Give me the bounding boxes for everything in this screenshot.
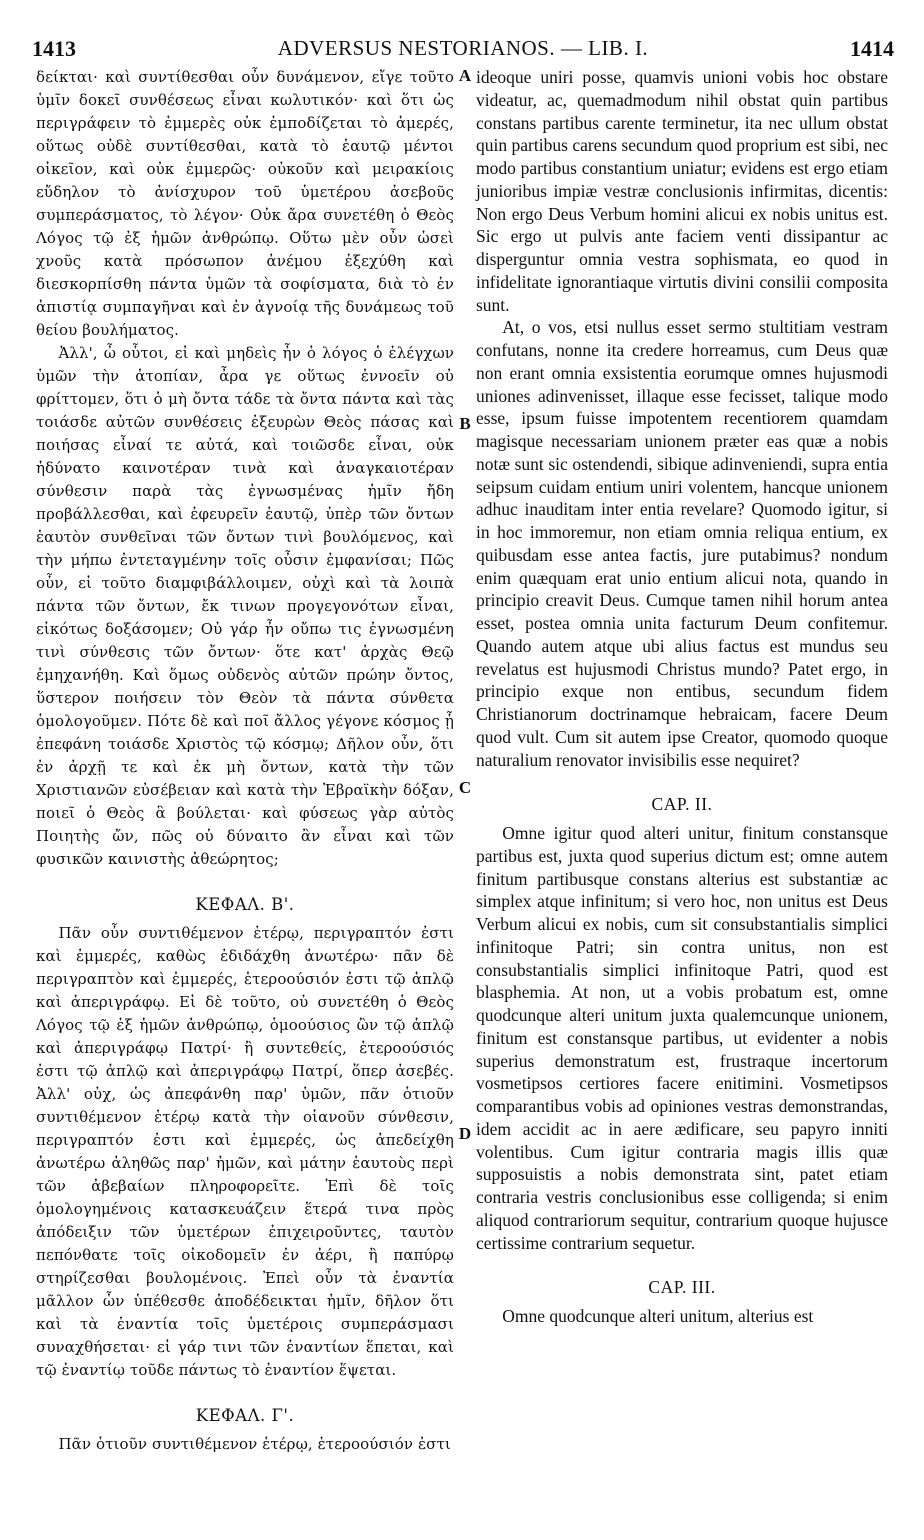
latin-paragraph: Omne quodcunque alteri unitum, alterius est [502,1306,814,1326]
right-page-number: 1414 [850,36,894,61]
section-marker-d: D [458,1124,472,1143]
left-page-number: 1413 [32,36,76,61]
greek-paragraph: Πᾶν οὖν συντιθέμενον ἑτέρῳ, περιγραπτόν ἐστι καὶ ἐμμερές, καθὼς ἐδιδάχθη ἀνωτέρω· πᾶν δὲ περιγραπτὸν καὶ ἐμμερές, ἑτεροούσιόν ἐστι τῷ ἁπλῷ καὶ ἀπεριγράφῳ. Εἰ δὲ τοῦτο, οὐ συνετέθη ὁ Θεὸς Λόγος τῷ ἐξ ἡμῶν ἀνθρώπῳ, ὁμοούσιος ὢν τῷ ἁπλῷ καὶ ἀπεριγράφῳ Πατρί· ἢ συντεθείς, ἑτεροούσιός ἐστι τῷ ἁπλῷ καὶ ἀπεριγράφῳ Πατρί, ὅπερ ἀσεβές. Ἀλλ' οὐχ, ὡς ἀπεφάνθη παρ' ὑμῶν, πᾶν ὁτιοῦν συντιθέμενον ἑτέρῳ κατὰ τὴν οἱανοῦν σύνθεσιν, περιγραπτόν ἐστι καὶ ἐμμερές, ὡς ἀπεδείχθη ἀνωτέρω ἀληθῶς παρ' ἡμῶν, καὶ μάτην ἑαυτοὺς περὶ τῶν ἀβεβαίων πληροφορεῖτε. Ἐπὶ δὲ τοῖς ὁμολογημένοις κατασκευάζειν ἕτερά τινα πρὸς ἀπόδειξιν τῶν ὑμετέρων ἐπιχειροῦντες, ταυτὸν πεπόνθατε τοῖς οἰκοδομεῖν ἐν ἀέρι, ἢ παπύρῳ στηρίζεσθαι βουλομένοις. Ἐπεὶ οὖν τὰ ἐναντία μᾶλλον ὧν ὑπέθεσθε ἀποδέδεικται ἡμῖν, δῆλον ὅτι καὶ τὰ ἐναντία τοῖς ὑμετέροις συμπεράσμασι συναχθήσεται· εἰ γάρ τινι τῶν ἐναντίων ἕπεται, καὶ τῷ ἐναντίῳ τοῦδε πάντως τὸ ἐναντίον ἕψεται. [36,924,454,1379]
latin-paragraph: At, o vos, etsi nullus esset sermo stultitiam vestram confutans, nonne ita credere horreamus, cum Deus quæ non erant omnia exsistentia eorumque omnes hujusmodi uniones adinvenisset, illaque esse fecisset, talique modo esse, ipsum fuisse impotentem recentiorem quamdam magisque necessariam unionem præter eas quæ a nobis notæ sunt sic ostendendi, sibique adinveniendi, supra entia seipsum cuidam entium uniri volentem, hancque unionem adhuc inauditam inter entia revelare? Quomodo igitur, si in hoc immoremur, non etiam omnia reliqua entium, ex quibusdam esse antea factis, jure putabimus? nondum enim quæquam erat unio entium alicui nota, quando in principio creavit Deus. Cumque tamen nihil horum antea esset, postea omnia unita facturum Deum confitemur. Quando autem atque ubi alius factus est mundus seu revelatus est hujusmodi Christus mundo? Patet ergo, in principio exque non entibus, secundum fidem Christianorum doctrinamque hebraicam, facere Deum quod vult. Cum sit autem ipse Creator, quomodo quoque naturalium renovator invisibilis esse nequiret? [476,317,888,770]
section-marker-a: A [458,66,472,85]
latin-paragraph: Omne igitur quod alteri unitur, finitum constansque partibus est, juxta quod superius dictum est; omne autem finitum partibusque constans alterius est substantiæ ac simplex atque infinitum; si vero hoc, non unitus est Deus Verbum alicui ex nobis, cum sit consubstantialis simplici infinitoque Patri; sin contra unitus, non est consubstantialis simplici infinitoque Patri, quod est blasphemia. At non, ut a vobis probatum est, omne quodcunque alteri unitum juxta qualemcunque unionem, finitum est constansque partibus, ut evidenter a nobis superius demonstratum est, frustraque incertorum vosmetipsos certiores facere enitimini. Vosmetipsos comparantibus vobis ad opiniones vestras demonstrandas, idem accidit ac in aere ædificare, seu papyro inniti volentibus. Cum igitur contraria magis illis quæ supposuistis a nobis demonstrata sint, patet etiam contraria vestris conclusionibus esse colligenda; si enim aliquod contrariorum sequitur, contrarium quoque hujusce certissime contrarium sequetur. [476,823,888,1253]
greek-paragraph: Ἀλλ', ὦ οὗτοι, εἰ καὶ μηδεὶς ἦν ὁ λόγος ὁ ἐλέγχων ὑμῶν τὴν ἀτοπίαν, ἆρα γε οὕτως ἐννοεῖν οὐ φρίττομεν, ὅτι ὁ μὴ ὄντα τάδε τὰ ὄντα πάντα καὶ τὰς τοιάσδε αὐτῶν συνθέσεις ἐξευρὼν Θεὸς πάσας καὶ ποιήσας εἶναί τε αὐτά, καὶ τοιῶσδε εἶναι, οὐκ ἠδύνατο καινοτέραν τινὰ καὶ ἀναγκαιοτέραν σύνθεσιν παρὰ τὰς ἐγνωσμένας ἡμῖν ἤδη προβάλλεσθαι, καὶ ἐφευρεῖν ἑαυτῷ, ὑπὲρ τῶν ὄντων ἑαυτὸν συνθεῖναι τῶν ὄντων τινὶ βουλόμενος, καὶ τὴν μήπω ἐντεταγμένην τοῖς οὖσιν ἐμφανίσαι; Πῶς οὖν, εἰ τοῦτο διαμφιβάλλοιμεν, οὐχὶ καὶ τὰ λοιπὰ πάντα τῶν ὄντων, ἔκ τινων προγεγονότων εἶναι, εἰκότως δοξάσομεν; Οὐ γάρ ἦν οὔπω τις ἐγνωσμένη τινὶ σύνθεσις τῶν ὄντων· ὅτε κατ' ἀρχὰς Θεῷ ἐμηχανήθη. Καὶ ὅμως οὐδενὸς αὐτῶν πρώην ὄντος, ὕστερον ποιήσειν τὸν Θεὸν τὰ πάντα σύνθετα ὁμολογοῦμεν. Πότε δὲ καὶ ποῖ ἄλλος γέγονε κόσμος ᾗ ἐπεφάνη τοιάσδε Χριστὸς τῷ κόσμῳ; Δῆλον οὖν, ὅτι ἐν ἀρχῇ τε καὶ ἐκ μὴ ὄντων, κατὰ τὴν τῶν Χριστιανῶν εὐσέβειαν καὶ κατὰ τὴν Ἑβραϊκὴν δόξαν, ποιεῖ ὁ Θεὸς ἃ βούλεται· καὶ φύσεως γὰρ αὐτὸς Ποιητὴς ὤν, πῶς οὐ δύναιτο ἂν εἶναι καὶ τῶν φυσικῶν καινιστὴς ἀθεώρητος; [36,344,454,868]
greek-paragraph: δείκται· καὶ συντίθεσθαι οὖν δυνάμενον, εἴγε τοῦτο ὑμῖν δοκεῖ συνθέσεως εἶναι κωλυτικόν· καὶ ὅτι ὡς περιγράφειν τὸ ἐμμερὲς οὐκ ἐμποδίζεται τὸ ἀμερές, οὕτως οὐδὲ συντίθεσθαι, κατὰ τὸ ἑαυτῷ μέντοι οἰκεῖον, καὶ οὐκ ἐμμερῶς· οὐκοῦν καὶ μειρακίοις εὔδηλον τὸ ἀνίσχυρον τοῦ ὑμετέρου ἀσεβοῦς συμπεράσματος, τὸ λέγον· Οὐκ ἄρα συνετέθη ὁ Θεὸς Λόγος τῷ ἐξ ἡμῶν ἀνθρώπῳ. Οὕτω μὲν οὖν ὡσεὶ χνοῦς κατὰ πρόσωπον ἀνέμου ἐξεχύθη καὶ διεσκορπίσθη πάντα ὑμῶν τὰ σοφίσματα, διὰ τὸ ἐν ἀπιστίᾳ συμπαγῆναι καὶ ἐν ἀγνοίᾳ τῆς δυνάμεως τοῦ θείου βουλήματος. [36,68,454,339]
greek-chapter-heading: ΚΕΦΑΛ. Γ'. [195,1406,295,1425]
running-title: ADVERSUS NESTORIANOS. — LIB. I. [277,36,649,60]
greek-chapter-heading: ΚΕΦΑΛ. Β'. [195,895,295,914]
greek-column [36,66,454,1456]
latin-paragraph: ideoque uniri posse, quamvis unioni vobis hoc obstare videatur, ac, quemadmodum nihil obstat quin partibus constans partibus carente terminetur, ita nec ullum obstat quin partibus carens secundum quod proprium est sibi, nec modo partibus constantium uniatur; evidens est ergo etiam junioribus impiæ vestræ conclusionis infirmitas, dicentis: Non ergo Deus Verbum homini alicui ex nobis unitus est. Sic ergo ut pulvis ante faciem venti dissipantur ac disperguntur omnia vestra sophismata, eo quod in infidelitate ignorantiaque virtutis divini consilii composita sunt. [476,67,888,315]
section-marker-c: C [458,778,472,797]
latin-chapter-heading: CAP. II. [651,794,713,815]
running-header [32,36,894,66]
latin-chapter-heading: CAP. III. [648,1277,716,1298]
greek-paragraph: Πᾶν ὁτιοῦν συντιθέμενον ἑτέρῳ, ἑτεροούσιόν ἐστι [58,1435,451,1453]
section-marker-b: B [459,414,471,433]
latin-column [476,66,888,1328]
